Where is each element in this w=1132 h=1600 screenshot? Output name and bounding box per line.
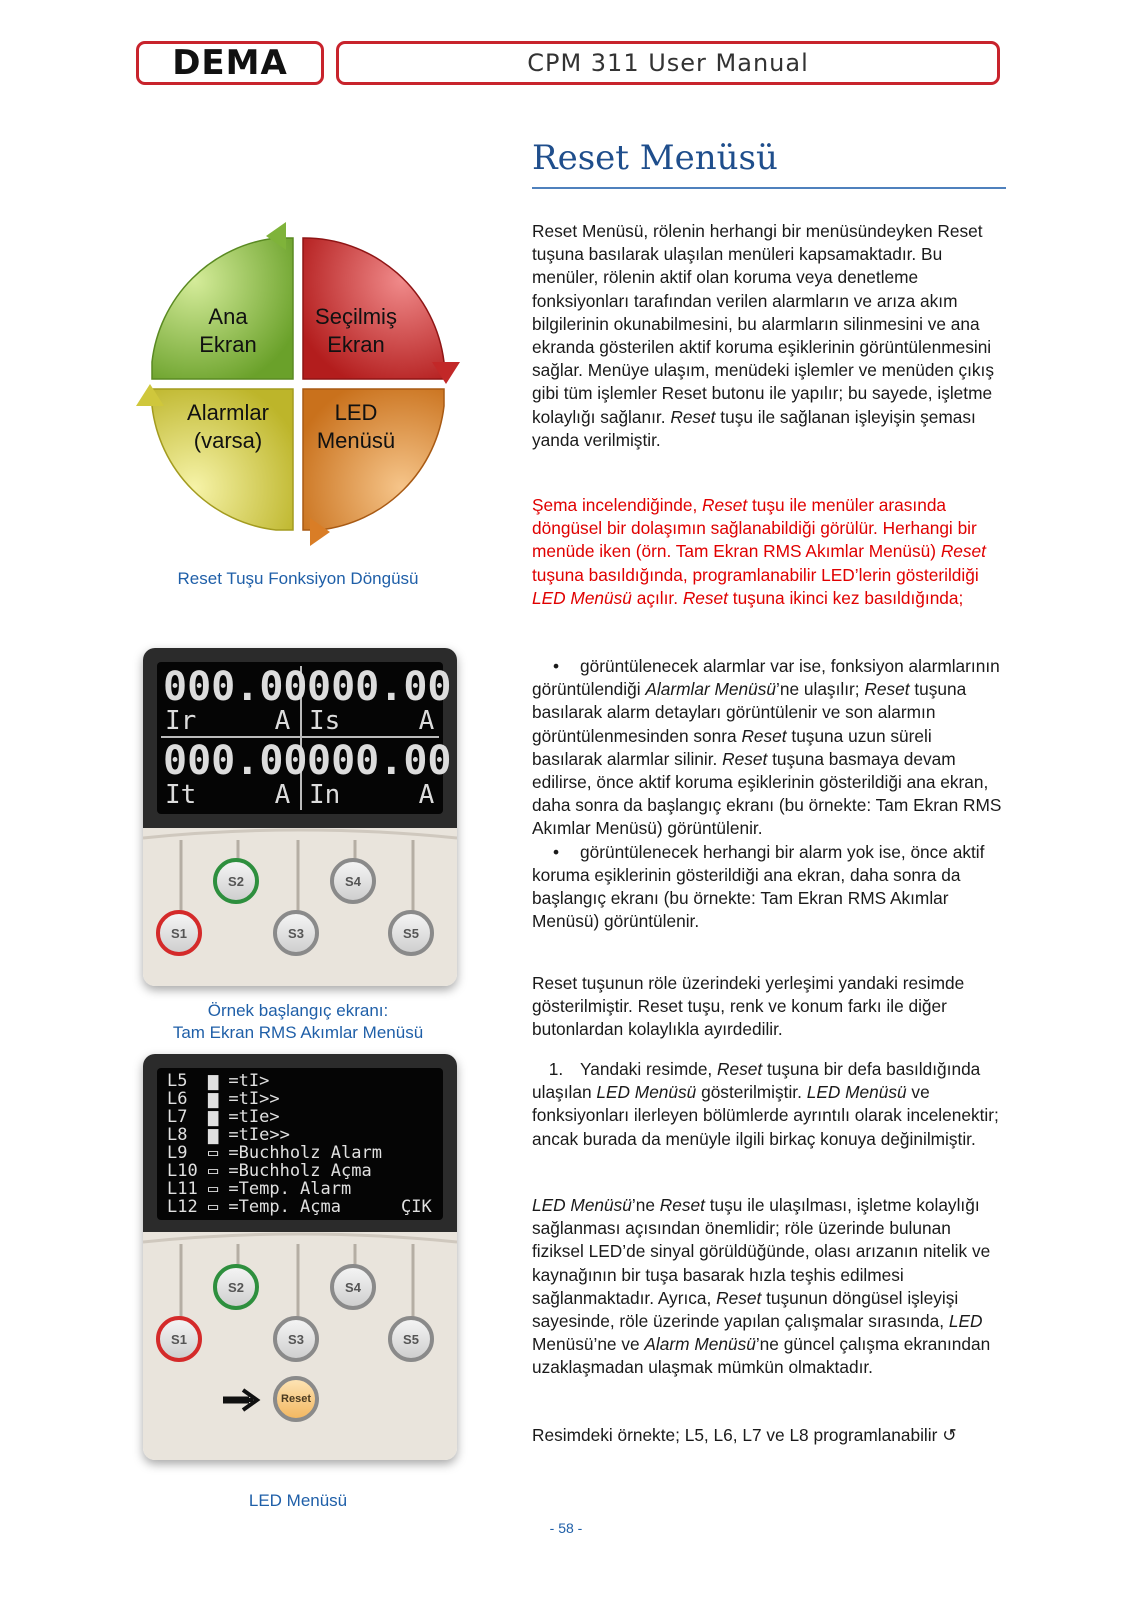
lcd-bezel xyxy=(143,1054,457,1232)
p4-em4: LED xyxy=(948,1311,983,1332)
quadrant-3-line1: Alarmlar xyxy=(187,400,269,425)
p4-em5: Alarm Menüsü xyxy=(644,1334,756,1355)
lcd-label-in: In A xyxy=(309,780,435,810)
paragraph-cycle xyxy=(532,494,1002,610)
s2-button[interactable]: S2 xyxy=(213,1264,259,1310)
paragraph-intro xyxy=(532,220,1002,452)
cycle-em3: LED Menüsü xyxy=(532,587,632,608)
cycle-text-b: tuşu ile menüler arasında döngüsel bir dolaşımın sağlanabildiği görülür. Herhangi bir menüde iken (örn. Tam Ekran RMS Akımlar Menüsü) xyxy=(532,495,977,562)
s3-button[interactable]: S3 xyxy=(273,1316,319,1362)
b1-text-d: tuşuna uzun süreli basılarak alarmlar silinir. xyxy=(532,725,932,769)
cycle-em2: Reset xyxy=(940,541,986,562)
led-line-l9: L9 ▭ =Buchholz Alarm xyxy=(167,1143,382,1163)
quadrant-4-line1: LED xyxy=(334,400,378,425)
bullet-item-2: • görüntülenecek herhangi bir alarm yok ise, önce aktif koruma eşiklerinin gösterildiği ana ekran, daha sonra da başlangıç ekranı (bu örnekte: Tam Ekran RMS Akımlar Menüsü) görüntülenir. xyxy=(532,841,985,932)
s5-button[interactable]: S5 xyxy=(388,1316,434,1362)
led-line-l12: L12 ▭ =Temp. Açma xyxy=(167,1197,341,1217)
panel1-caption-line1: Örnek başlangıç ekranı: xyxy=(207,1001,389,1020)
led-line-l11: L11 ▭ =Temp. Alarm xyxy=(167,1179,352,1199)
s5-button[interactable]: S5 xyxy=(388,910,434,956)
lcd-value-is: 000.00 xyxy=(307,664,452,710)
p4-text-b: tuşu ile ulaşılması, işletme kolaylığı sağlanması açısından önemlidir; röle üzerinde bulunan fiziksel LED’de sinyal görüldüğünde, olası arızanın nitelik ve kaynağının bir tuşa basarak hızla teşhis edilmesi sağlanmaktadır. Ayrıca, xyxy=(532,1195,991,1308)
cycle-text-e: tuşuna ikinci kez basıldığında; xyxy=(727,587,964,608)
button-area xyxy=(143,1232,457,1460)
b1-text-b: ’ne ulaşılır; xyxy=(776,679,865,700)
diagram-caption: Reset Tuşu Fonksiyon Döngüsü xyxy=(177,569,419,588)
placement-text: Reset tuşunun röle üzerindeki yerleşimi yandaki resimde gösterilmiştir. Reset tuşu, renk ve konum farkı ile diğer butonlardan kolaylıkla ayırdedilir. xyxy=(532,973,965,1040)
quadrant-4-line2: Menüsü xyxy=(316,428,396,453)
logo-text: DEMA xyxy=(172,43,288,83)
panel1-caption-line2: Tam Ekran RMS Akımlar Menüsü xyxy=(172,1023,424,1042)
lcd-screen xyxy=(157,1068,443,1220)
s4-button[interactable]: S4 xyxy=(330,1264,376,1310)
bullet-item-1: • görüntülenecek alarmlar var ise, fonksiyon alarmlarının görüntülendiği Alarmlar Menüsü’ne ulaşılır; Reset tuşuna basılarak alarm detayları görüntülenir ve son alarmın görüntülenmesinden sonra Reset tuşuna uzun süreli basılarak alarmlar silinir. Reset tuşuna basmaya devam edilirse, önce aktif koruma eşiklerinin gösterildiği ana ekran, daha sonra da başlangıç ekranı (bu örnekte: Tam Ekran RMS Akımlar Menüsü) görüntülenir. xyxy=(532,656,1002,839)
dema-logo xyxy=(136,41,324,85)
n1-text-d: ve fonksiyonları ilerleyen bölümlerde ayrıntılı olarak incelenektir; ancak burada da menüyle ilgili birkaç konuya değinilmiştir. xyxy=(532,1082,999,1149)
n1-em1: Reset xyxy=(717,1059,763,1079)
p4-text-e: ’ne güncel çalışma ekranından uzaklaşmadan ulaşmak mümkün olmaktadır. xyxy=(532,1334,991,1378)
quadrant-2-line2: Ekran xyxy=(327,332,385,357)
p4-text-a: ’ne xyxy=(631,1195,660,1215)
b1-em3: Reset xyxy=(741,725,787,746)
p4-text-c: tuşunun döngüsel işleyişi sayesinde, röle üzerinde yapılan çalışmalar sırasında, xyxy=(532,1287,959,1332)
lcd-label-ir: Ir A xyxy=(165,706,291,736)
quadrant-1-line2: Ekran xyxy=(199,332,257,357)
lcd-label-it: It A xyxy=(165,780,291,810)
cycle-text-d: açılır. xyxy=(631,587,683,608)
relay-panel-led-menu xyxy=(143,1054,457,1460)
n1-text-c: gösterilmiştir. xyxy=(696,1082,807,1103)
cycle-text-c: tuşuna basıldığında, programlanabilir LED’lerin gösterildiği xyxy=(532,564,979,585)
p4-em1: LED Menüsü xyxy=(532,1195,632,1215)
p4-em2: Reset xyxy=(659,1195,705,1215)
led-line-l8: L8 ▆ =tIe>> xyxy=(167,1125,290,1145)
manual-title-box xyxy=(336,41,1000,85)
panel2-caption: LED Menüsü xyxy=(248,1491,348,1510)
lcd-value-ir: 000.00 xyxy=(163,664,308,710)
exit-label[interactable]: ÇIK xyxy=(401,1197,432,1217)
n1-em3: LED Menüsü xyxy=(806,1082,907,1103)
manual-title: CPM 311 User Manual xyxy=(527,49,809,77)
paragraph-placement xyxy=(532,972,1002,1042)
cycle-em4: Reset xyxy=(682,587,728,608)
intro-text: Reset Menüsü, rölenin herhangi bir menüsündeyken Reset tuşuna basılarak ulaşılan menüleri kapsamaktadır. Bu menüler, rölenin aktif olan koruma veya denetleme fonksiyonları tarafından verilen alarmların ve arıza akım bilgilerinin okunabilmesini, bu alarmların silinmesini ve ana ekranda gösterilen aktif koruma eşiklerinin görüntülenmesini sağlar. Menüye ulaşım, menüdeki işlemler ve menüden çıkış gibi tüm işlemler Reset butonu ile yapılır; bu sayede, işletme kolaylığı sağlanır. xyxy=(532,221,995,427)
led-line-l6: L6 ▆ =tI>> xyxy=(167,1089,280,1109)
lcd-value-it: 000.00 xyxy=(163,738,308,784)
page-number: - 58 - xyxy=(549,1520,583,1536)
cycle-em1: Reset xyxy=(702,495,748,515)
cycle-text-a: Şema incelendiğinde, xyxy=(532,495,703,515)
intro-reset-em: Reset xyxy=(670,406,716,427)
quadrant-1-line1: Ana xyxy=(208,304,248,329)
quadrant-3-line2: (varsa) xyxy=(193,428,263,453)
lcd-bezel xyxy=(143,648,457,828)
section-title: Reset Menüsü xyxy=(532,138,778,178)
reset-button[interactable]: Reset xyxy=(273,1376,319,1422)
button-area xyxy=(143,828,457,986)
led-line-l5: L5 ▆ =tI> xyxy=(167,1071,270,1091)
p4-em3: Reset xyxy=(716,1287,762,1308)
intro-end: tuşu ile sağlanan işleyişin şeması yanda verilmiştir. xyxy=(532,406,976,450)
led-line-l7: L7 ▆ =tIe> xyxy=(167,1107,280,1127)
paragraph-example xyxy=(532,1424,1002,1447)
relay-panel-start-screen xyxy=(143,648,457,986)
s4-button[interactable]: S4 xyxy=(330,858,376,904)
lcd-value-in: 000.00 xyxy=(307,738,452,784)
b1-text-a: görüntülenecek alarmlar var ise, fonksiyon alarmlarının görüntülendiği xyxy=(532,656,1000,700)
numbered-item-1 xyxy=(532,1058,1002,1151)
p4-text-d: Menüsü’ne ve xyxy=(532,1334,645,1355)
lcd-screen xyxy=(157,662,452,814)
quadrant-2-line1: Seçilmiş xyxy=(315,304,397,329)
panel1-caption xyxy=(136,1000,460,1044)
button-guide-lines xyxy=(143,828,457,986)
example-text: Resimdeki örnekte; L5, L6, L7 ve L8 programlanabilir ↺ xyxy=(532,1425,957,1445)
section-divider xyxy=(532,187,1006,189)
n1-number: 1. xyxy=(548,1059,564,1079)
s3-button[interactable]: S3 xyxy=(273,910,319,956)
led-line-l10: L10 ▭ =Buchholz Açma xyxy=(167,1161,372,1181)
b1-em4: Reset xyxy=(722,748,768,769)
b2-text: görüntülenecek herhangi bir alarm yok ise, önce aktif koruma eşiklerinin gösterildiği ana ekran, daha sonra da başlangıç ekranı (bu örnekte: Tam Ekran RMS Akımlar Menüsü) görüntülenir. xyxy=(532,841,985,932)
lcd-label-is: Is A xyxy=(309,706,435,736)
n1-text-a: Yandaki resimde, xyxy=(580,1059,718,1079)
s1-button[interactable]: S1 xyxy=(156,1316,202,1362)
n1-em2: LED Menüsü xyxy=(596,1082,697,1103)
b1-em2: Reset xyxy=(864,679,910,700)
n1-text-b: tuşuna bir defa basıldığında ulaşılan xyxy=(532,1059,981,1103)
paragraph-led-menu xyxy=(532,1194,1002,1380)
b1-text-e: tuşuna basmaya devam edilirse, önce aktif koruma eşiklerinin gösterildiği ana ekran, daha sonra da başlangıç ekranı (bu örnekte: Tam Ekran RMS Akımlar Menüsü) görüntülenir. xyxy=(532,748,1002,839)
bullet-list xyxy=(532,655,1002,933)
b1-em1: Alarmlar Menüsü xyxy=(645,679,776,700)
s2-button[interactable]: S2 xyxy=(213,858,259,904)
reset-cycle-diagram xyxy=(136,222,460,546)
s1-button[interactable]: S1 xyxy=(156,910,202,956)
b1-text-c: tuşuna basılarak alarm detayları görüntülenir ve son alarmın görüntülenmesinden sonra xyxy=(532,679,967,746)
